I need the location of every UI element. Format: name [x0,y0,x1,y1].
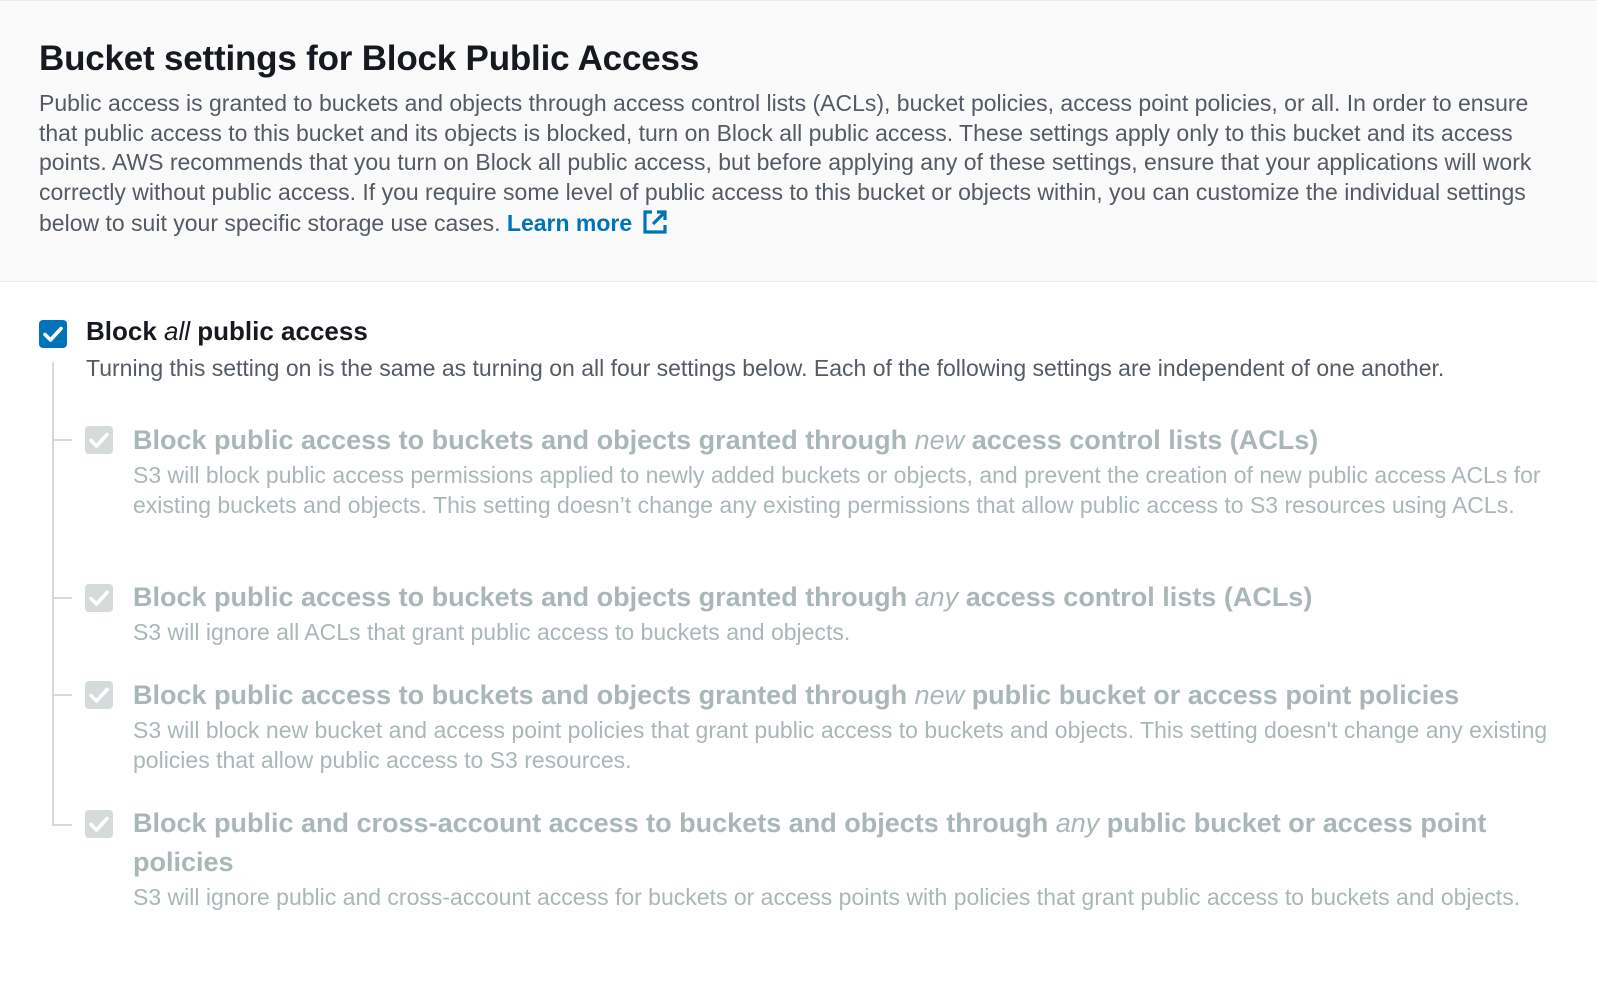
block-all-label[interactable] [86,316,368,347]
block-new-acls-description: S3 will block public access permissions applied to newly added buckets or objects, and prevent the creation of new public access ACLs for existing buckets and objects. This setting doesn’t change any existing permissions that allow public access to S3 resources using ACLs. [133,462,1541,518]
setting-title-emphasis: any [1055,808,1100,838]
checkmark-icon [85,584,113,612]
checkmark-icon [85,681,113,709]
setting-title-emphasis: any [914,582,959,612]
external-link-icon [640,207,670,237]
setting-title-prefix: Block public access to buckets and objects granted through [133,425,915,455]
setting-title-suffix: public bucket or access point policies [964,680,1460,710]
setting-title-emphasis: new [914,680,965,710]
page-title: Bucket settings for Block Public Access [39,39,700,78]
tree-connector-line [52,362,54,826]
block-all-label-emphasis: all [164,316,191,346]
block-all-label-prefix: Block [86,316,165,346]
learn-more-link[interactable] [507,210,670,236]
header-description-text: Public access is granted to buckets and objects through access control lists (ACLs), bucket policies, access point policies, or all. In order to ensure that public access to this bucket and its objects is blocked, turn on Block all public access. These settings apply only to this bucket and its access points. AWS recommends that you turn on Block all public access, but before applying any of these settings, ensure that your applications will work correctly without public access. If you require some level of public access to this bucket or objects within, you can customize the individual settings below to suit your specific storage use cases. [39,90,1532,237]
setting-title-suffix: access control lists (ACLs) [958,582,1313,612]
checkmark-icon [39,320,67,348]
block-any-acls-checkbox[interactable] [85,584,113,612]
block-any-policies-checkbox[interactable] [85,810,113,838]
setting-title-emphasis: new [914,425,965,455]
setting-title-suffix: public bucket or access point policies [133,808,1487,877]
block-any-policies-label[interactable] [133,804,1553,882]
block-any-policies-description: S3 will ignore public and cross-account access for buckets or access points with policies that grant public access to buckets and objects. [133,884,1521,910]
block-new-policies-checkbox[interactable] [85,681,113,709]
tree-connector-tick [52,597,72,599]
setting-title-suffix: access control lists (ACLs) [964,425,1319,455]
block-new-policies-label[interactable] [133,676,1553,715]
learn-more-label: Learn more [506,210,633,237]
checkmark-icon [85,426,113,454]
setting-title-prefix: Block public access to buckets and objects granted through [133,680,915,710]
block-any-acls-label[interactable] [133,578,1553,617]
header-description [39,89,1559,239]
block-any-acls-description: S3 will ignore all ACLs that grant public access to buckets and objects. [133,619,851,645]
tree-connector-tick [52,439,72,441]
block-all-checkbox[interactable] [39,320,67,348]
block-new-policies-description: S3 will block new bucket and access point policies that grant public access to buckets and objects. This setting doesn't change any existing policies that allow public access to S3 resources. [133,717,1548,773]
tree-connector-tick [52,824,72,826]
block-all-description: Turning this setting on is the same as turning on all four settings below. Each of the following settings are independent of one another. [86,355,1445,381]
checkmark-icon [85,810,113,838]
tree-connector-tick [52,694,72,696]
block-new-acls-checkbox[interactable] [85,426,113,454]
block-all-label-suffix: public access [190,316,368,346]
setting-title-prefix: Block public access to buckets and objects granted through [133,582,915,612]
setting-title-prefix: Block public and cross-account access to buckets and objects through [133,808,1056,838]
header-panel [0,0,1597,282]
block-new-acls-label[interactable] [133,421,1553,460]
